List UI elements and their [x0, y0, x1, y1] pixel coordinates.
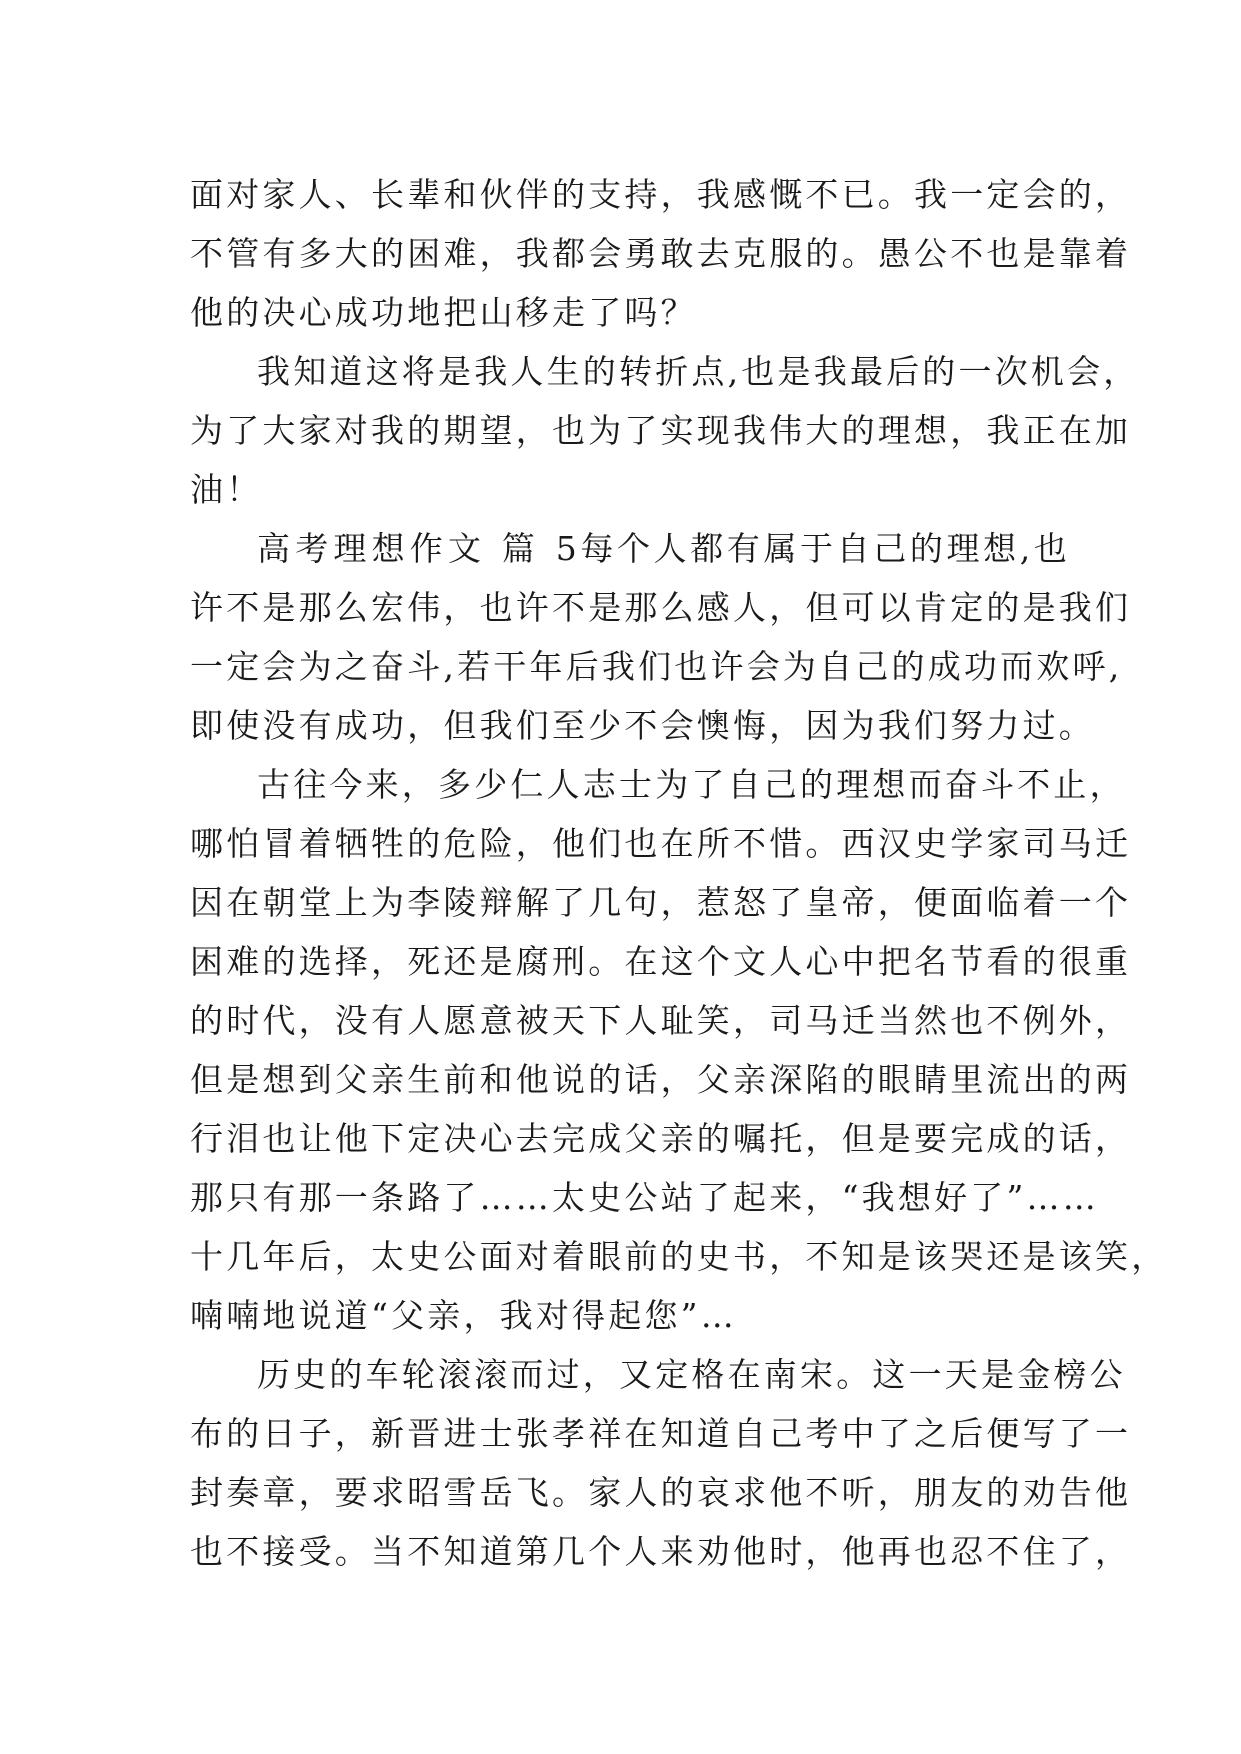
text-line: 那只有那一条路了……太史公站了起来，“我想好了”……	[190, 1178, 1099, 1217]
text-line: 油！	[190, 470, 263, 509]
text-line: 十几年后，太史公面对着眼前的史书，不知是该哭还是该笑，	[190, 1237, 1168, 1276]
text-line: 喃喃地说道“父亲，我对得起您”…	[190, 1296, 737, 1335]
text-line: 面对家人、长辈和伙伴的支持，我感慨不已。我一定会的，	[190, 175, 1132, 214]
section-heading-line	[257, 519, 1070, 579]
text-line: 布的日子，新晋进士张孝祥在知道自己考中了之后便写了一	[190, 1414, 1132, 1453]
text-line: 的时代，没有人愿意被天下人耻笑，司马迁当然也不例外，	[190, 1001, 1132, 1040]
section-heading: 高考理想作文 篇 5	[257, 529, 580, 568]
text-line: 古往今来，多少仁人志士为了自己的理想而奋斗不止，	[257, 765, 1126, 804]
text-line: 即使没有成功，但我们至少不会懊悔，因为我们努力过。	[190, 706, 1095, 745]
text-line: 一定会为之奋斗,若干年后我们也许会为自己的成功而欢呼,	[190, 647, 1123, 686]
text-line: 为了大家对我的期望，也为了实现我伟大的理想，我正在加	[190, 411, 1132, 450]
text-line: 历史的车轮滚滚而过，又定格在南宋。这一天是金榜公	[257, 1355, 1126, 1394]
text-line: 我知道这将是我人生的转折点,也是我最后的一次机会，	[257, 352, 1140, 391]
text-line: 因在朝堂上为李陵辩解了几句，惹怒了皇帝，便面临着一个	[190, 883, 1132, 922]
text-line: 但是想到父亲生前和他说的话，父亲深陷的眼睛里流出的两	[190, 1060, 1132, 1099]
text-line: 他的决心成功地把山移走了吗？	[190, 293, 697, 332]
text-line: 每个人都有属于自己的理想,也	[580, 529, 1070, 568]
text-line: 困难的选择，死还是腐刑。在这个文人心中把名节看的很重	[190, 942, 1132, 981]
text-line: 许不是那么宏伟，也许不是那么感人，但可以肯定的是我们	[190, 588, 1132, 627]
text-line: 行泪也让他下定决心去完成父亲的嘱托，但是要完成的话，	[190, 1119, 1132, 1158]
text-line: 哪怕冒着牺牲的危险，他们也在所不惜。西汉史学家司马迁	[190, 824, 1132, 863]
text-line: 不管有多大的困难，我都会勇敢去克服的。愚公不也是靠着	[190, 234, 1132, 273]
text-line: 封奏章，要求昭雪岳飞。家人的哀求他不听，朋友的劝告他	[190, 1473, 1132, 1512]
text-line: 也不接受。当不知道第几个人来劝他时，他再也忍不住了，	[190, 1532, 1132, 1571]
